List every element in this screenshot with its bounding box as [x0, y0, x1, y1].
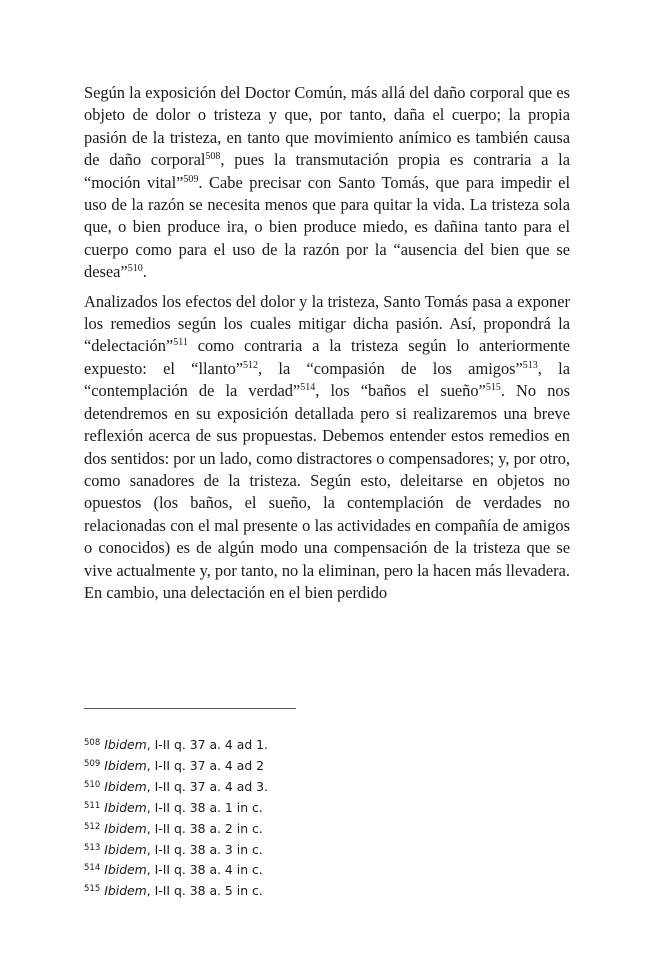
footnote-work: Ibidem	[104, 820, 147, 836]
footnote-marker: 509	[183, 173, 199, 185]
footnote-work: Ibidem	[104, 799, 147, 815]
footnote-work: Ibidem	[104, 737, 147, 752]
footnote-reference: , I-II q. 37 a. 4 ad 2	[146, 757, 265, 773]
footnote	[84, 797, 504, 818]
footnote-number: 510	[84, 779, 101, 790]
text-run: , pues la transmutación propia es contraria a la “moción vital”	[84, 150, 570, 192]
paragraph-2	[84, 291, 570, 605]
footnote-number: 514	[84, 863, 101, 874]
footnote-reference: , I-II q. 38 a. 2 in c.	[146, 820, 263, 836]
text-run: .	[142, 262, 147, 282]
footnote-marker: 512	[243, 359, 259, 371]
body-text	[84, 82, 570, 611]
footnote	[84, 818, 504, 839]
footnote-marker: 515	[485, 382, 501, 394]
footnote-reference: , I-II q. 38 a. 3 in c.	[146, 841, 263, 857]
text-run: . Cabe precisar con Santo Tomás, que para impedir el uso de la razón se necesita menos que para quitar la vida. La tristeza sola que, o bien produce ira, o bien produce miedo, es dañina tanto para el cuerpo como para el uso de la razón por la “ausencia del bien que se desea”	[84, 172, 570, 282]
footnote-number: 515	[84, 884, 101, 895]
footnote-reference: , I-II q. 38 a. 1 in c.	[146, 799, 263, 815]
text-run: Según la exposición del Doctor Común, más allá del daño corporal que es objeto de dolor o tristeza y que, por tanto, daña el cuerpo; la propia pasión de la tristeza, en tanto que movimiento anímico es también causa de daño corporal	[84, 83, 570, 170]
footnotes	[84, 734, 504, 901]
footnote-reference: , I-II q. 38 a. 5 in c.	[146, 883, 263, 899]
footnote-work: Ibidem	[104, 841, 147, 857]
text-run: , la “compasión de los amigos”	[258, 358, 523, 378]
footnote-marker: 511	[173, 337, 188, 349]
footnote-marker: 513	[522, 359, 538, 371]
footnote-marker: 510	[127, 263, 143, 275]
footnote-marker: 508	[205, 151, 221, 163]
footnote-reference: , I-II q. 37 a. 4 ad 3.	[146, 778, 268, 794]
footnote-marker: 514	[300, 382, 316, 394]
footnote-number: 508	[84, 738, 101, 748]
paragraph-1	[84, 82, 570, 284]
text-run: , la “contemplación de la verdad”	[84, 358, 570, 401]
text-run: Analizados los efectos del dolor y la tristeza, Santo Tomás pasa a exponer los remedios según los cuales mitigar dicha pasión. Así, propondrá la “delectación”	[84, 291, 570, 356]
footnote-number: 511	[84, 800, 101, 811]
footnote-reference: , I-II q. 37 a. 4 ad 1.	[146, 737, 268, 752]
footnote-work: Ibidem	[104, 757, 147, 773]
footnote-number: 513	[84, 842, 101, 853]
text-run: como contraria a la tristeza según lo anteriormente expuesto: el “llanto”	[84, 336, 570, 378]
footnote	[84, 859, 504, 880]
footnote	[84, 776, 504, 797]
footnote-work: Ibidem	[104, 883, 147, 899]
footnote	[84, 880, 504, 901]
footnote-number: 512	[84, 821, 101, 832]
footnote-number: 509	[84, 758, 101, 769]
text-run: . No nos detendremos en su exposición detallada pero si realizaremos una breve reflexión acerca de sus propuestas. Debemos entender estos remedios en dos sentidos: por un lado, como distractores o compensadores; y, por otro, como sanadores de la tristeza. Según esto, deleitarse en objetos no opuestos (los baños, el sueño, la contemplación de verdades no relacionadas con el mal presente o las actividades en compañía de amigos o conocidos) es de algún modo una compensación de la tristeza que se vive actualmente y, por tanto, no la eliminan, pero la hacen más llevadera. En cambio, una delectación en el bien perdido	[84, 381, 571, 602]
footnote-separator	[84, 708, 296, 709]
footnote-work: Ibidem	[104, 778, 147, 794]
footnote-work: Ibidem	[104, 862, 147, 878]
footnote	[84, 755, 504, 776]
text-run: , los “baños el sueño”	[315, 381, 486, 401]
footnote-reference: , I-II q. 38 a. 4 in c.	[146, 862, 263, 878]
footnote	[84, 734, 504, 755]
footnote	[84, 839, 504, 860]
